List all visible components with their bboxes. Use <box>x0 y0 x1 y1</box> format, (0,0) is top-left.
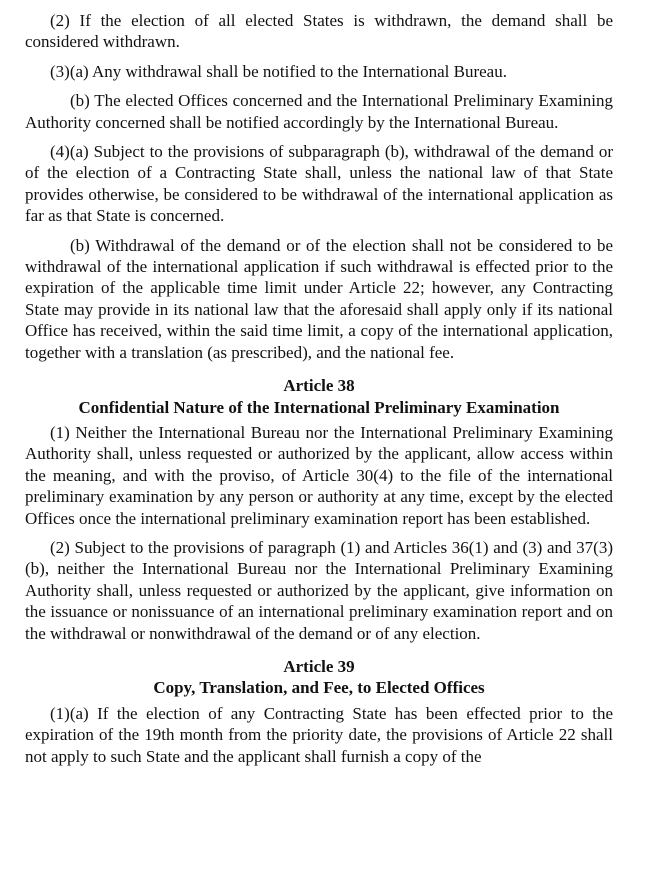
article-39-title: Copy, Translation, and Fee, to Elected Offices <box>153 678 485 698</box>
paragraph-37-3b: (b) The elected Offices concerned and the International Preliminary Examining Authority concerned shall be notified accordingly by the International Bureau. <box>25 91 613 132</box>
document-page <box>25 10 613 775</box>
article-38-number: Article 38 <box>283 376 355 396</box>
article-39-number: Article 39 <box>283 656 355 676</box>
paragraph-37-4b: (b) Withdrawal of the demand or of the election shall not be considered to be withdrawal of the international application if such withdrawal is effected prior to the expiration of the applicable time limit under Article 22; however, any Contracting State may provide in its national law that the aforesaid shall apply only if its national Office has received, within the said time limit, a copy of the international application, together with a translation (as prescribed), and the national fee. <box>25 235 613 362</box>
paragraph-39-1a: (1)(a) If the election of any Contracting State has been effected prior to the expiration of the 19th month from the priority date, the provisions of Article 22 shall not apply to such State and the applicant shall furnish a copy of the <box>25 703 613 766</box>
paragraph-37-4a: (4)(a) Subject to the provisions of subparagraph (b), withdrawal of the demand or of the election of a Contracting State shall, unless the national law of that State provides otherwise, be considered to be withdrawal of the international application as far as that State is concerned. <box>25 142 613 226</box>
article-38-title: Confidential Nature of the International Preliminary Examination <box>78 397 560 417</box>
article-38-heading <box>25 375 613 418</box>
paragraph-38-1: (1) Neither the International Bureau nor the International Preliminary Examining Authority shall, unless requested or authorized by the applicant, allow access within the meaning, and with the proviso, of Article 30(4) to the file of the international preliminary examination by any person or authority at any time, except by the elected Offices once the international preliminary examination report has been established. <box>25 422 613 528</box>
paragraph-37-2: (2) If the election of all elected States is withdrawn, the demand shall be considered withdrawn. <box>25 11 613 52</box>
article-39-heading <box>25 656 613 699</box>
paragraph-38-2: (2) Subject to the provisions of paragraph (1) and Articles 36(1) and (3) and 37(3)(b), neither the International Bureau nor the International Preliminary Examining Authority shall, unless requested or authorized by the applicant, give information on the issuance or nonissuance of an international preliminary examination report and on the withdrawal or nonwithdrawal of the demand or of any election. <box>25 537 613 643</box>
paragraph-37-3a: (3)(a) Any withdrawal shall be notified to the International Bureau. <box>50 61 507 81</box>
